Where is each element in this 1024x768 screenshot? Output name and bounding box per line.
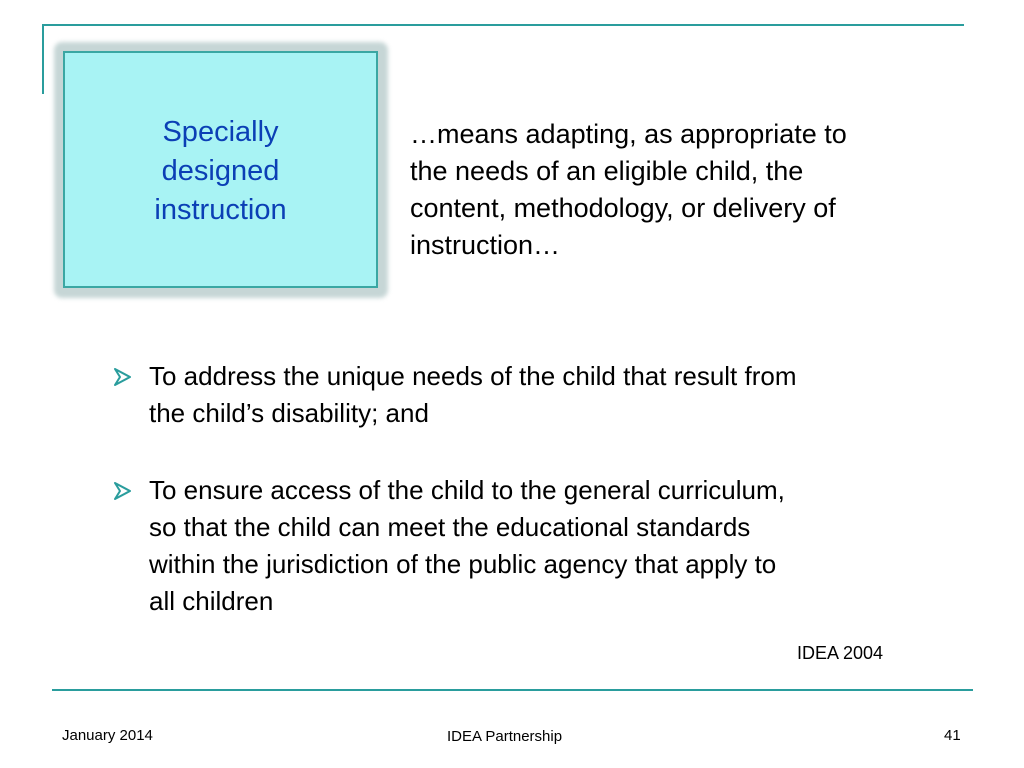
definition-line: …means adapting, as appropriate to bbox=[410, 119, 847, 149]
bullet-line: so that the child can meet the educational standards bbox=[149, 512, 751, 542]
bullet-item bbox=[113, 358, 943, 432]
term-title bbox=[91, 113, 351, 230]
definition-text bbox=[410, 116, 930, 264]
arrow-bullet-icon bbox=[113, 481, 133, 501]
term-box bbox=[63, 51, 378, 288]
bullet-line: To ensure access of the child to the general curriculum, bbox=[149, 475, 785, 505]
bullet-line: the child’s disability; and bbox=[149, 398, 429, 428]
footer-date: January 2014 bbox=[62, 727, 153, 744]
term-line: instruction bbox=[154, 194, 287, 226]
term-line: designed bbox=[161, 155, 280, 187]
definition-line: content, methodology, or delivery of bbox=[410, 193, 836, 223]
top-divider bbox=[42, 24, 964, 26]
footer-organization: IDEA Partnership bbox=[447, 728, 563, 745]
definition-line: instruction… bbox=[410, 230, 561, 260]
footer-page-number: 41 bbox=[944, 727, 961, 744]
definition-line: the needs of an eligible child, the bbox=[410, 156, 804, 186]
citation: IDEA 2004 bbox=[797, 643, 884, 663]
bullet-line: within the jurisdiction of the public agency that apply to bbox=[149, 549, 777, 579]
bullet-list bbox=[113, 358, 943, 660]
arrow-bullet-icon bbox=[113, 367, 133, 387]
bullet-line: To address the unique needs of the child that result from bbox=[149, 361, 797, 391]
bullet-line: all children bbox=[149, 586, 274, 616]
bullet-item bbox=[113, 472, 943, 620]
bottom-divider bbox=[52, 689, 973, 691]
term-line: Specially bbox=[162, 116, 279, 148]
left-accent-line bbox=[42, 24, 44, 94]
